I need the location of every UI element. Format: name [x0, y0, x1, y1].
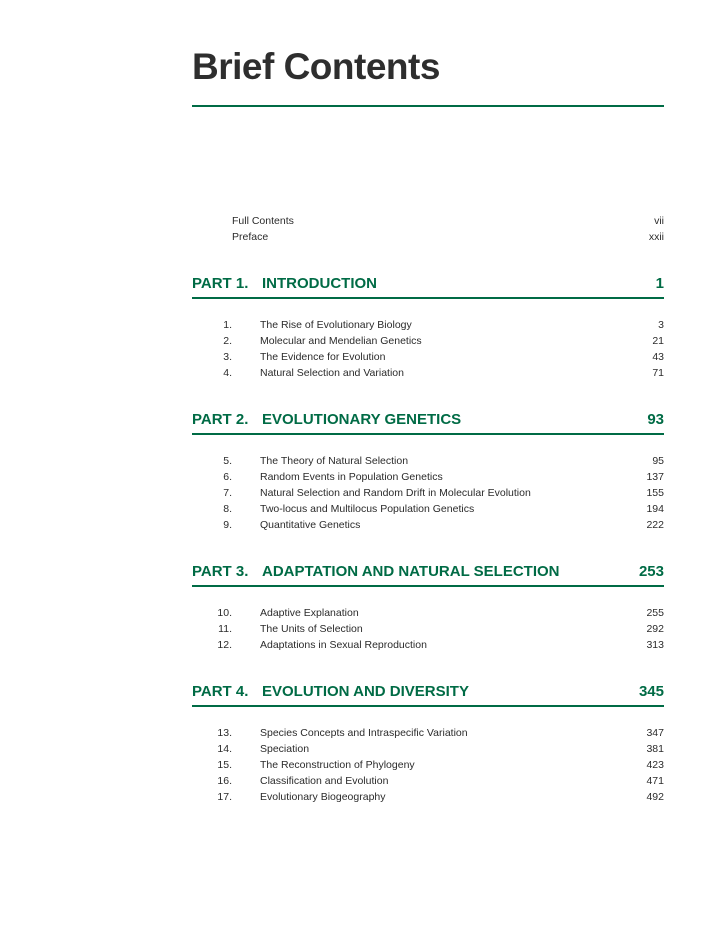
chapter-number: 4. — [223, 367, 232, 379]
chapter-title: Natural Selection and Variation — [260, 367, 404, 379]
part-rule — [192, 433, 664, 435]
chapter-title: Random Events in Population Genetics — [260, 471, 443, 483]
chapter-title: The Rise of Evolutionary Biology — [260, 319, 412, 331]
chapter-entry[interactable] — [223, 333, 664, 349]
chapter-number: 9. — [223, 519, 232, 531]
chapter-page: 313 — [646, 639, 664, 651]
chapter-title: The Units of Selection — [260, 623, 363, 635]
part-rule — [192, 297, 664, 299]
part-label: PART 1. — [192, 275, 249, 292]
chapter-number: 15. — [217, 759, 232, 771]
chapter-title: Species Concepts and Intraspecific Variation — [260, 727, 468, 739]
chapter-number: 14. — [217, 743, 232, 755]
page-title: Brief Contents — [192, 46, 440, 87]
chapter-entry[interactable] — [223, 317, 664, 333]
chapter-entry[interactable] — [223, 517, 664, 533]
front-matter-entry[interactable] — [232, 213, 664, 229]
part-rule — [192, 705, 664, 707]
part-title: INTRODUCTION — [262, 275, 377, 292]
chapter-list — [223, 317, 664, 381]
chapter-entry[interactable] — [217, 741, 664, 757]
chapter-page: 95 — [652, 455, 664, 467]
chapter-entry[interactable] — [217, 725, 664, 741]
part-page: 1 — [655, 275, 664, 292]
entry-page: xxii — [648, 231, 664, 243]
chapter-page: 21 — [652, 335, 664, 347]
chapter-title: Molecular and Mendelian Genetics — [260, 335, 422, 347]
chapter-title: Quantitative Genetics — [260, 519, 361, 531]
chapter-page: 71 — [652, 367, 664, 379]
chapter-page: 471 — [646, 775, 664, 787]
part-page: 253 — [638, 563, 664, 580]
entry-title: Preface — [232, 231, 269, 243]
chapter-entry[interactable] — [223, 349, 664, 365]
entry-page: vii — [654, 215, 664, 227]
chapter-page: 3 — [658, 319, 664, 331]
chapter-number: 10. — [217, 607, 232, 619]
chapter-title: The Reconstruction of Phylogeny — [260, 759, 415, 771]
chapter-entry[interactable] — [223, 485, 664, 501]
chapter-entry[interactable] — [223, 501, 664, 517]
part-label: PART 3. — [192, 563, 249, 580]
chapter-page: 492 — [646, 791, 664, 803]
chapter-page: 137 — [646, 471, 664, 483]
chapter-page: 222 — [646, 519, 664, 531]
part-title: EVOLUTIONARY GENETICS — [262, 411, 462, 428]
chapter-entry[interactable] — [217, 789, 664, 805]
part-rule — [192, 585, 664, 587]
part-heading[interactable] — [192, 563, 664, 585]
chapter-number: 5. — [223, 455, 232, 467]
chapter-title: Adaptive Explanation — [260, 607, 359, 619]
chapter-entry[interactable] — [218, 621, 664, 637]
chapter-entry[interactable] — [223, 365, 664, 381]
chapter-number: 7. — [223, 487, 232, 499]
chapter-entry[interactable] — [223, 469, 664, 485]
chapter-page: 347 — [646, 727, 664, 739]
front-matter-list — [232, 213, 664, 245]
chapter-list — [223, 453, 664, 533]
chapter-title: Evolutionary Biogeography — [260, 791, 386, 803]
chapter-number: 13. — [217, 727, 232, 739]
part-heading[interactable] — [192, 683, 664, 705]
front-matter-entry[interactable] — [232, 229, 664, 245]
chapter-entry[interactable] — [217, 757, 664, 773]
part-heading[interactable] — [192, 275, 664, 297]
chapter-page: 381 — [646, 743, 664, 755]
chapter-page: 292 — [646, 623, 664, 635]
chapter-list — [217, 725, 664, 805]
chapter-number: 17. — [217, 791, 232, 803]
chapter-list — [217, 605, 664, 653]
part-label: PART 4. — [192, 683, 249, 700]
chapter-number: 12. — [217, 639, 232, 651]
chapter-page: 155 — [646, 487, 664, 499]
chapter-number: 8. — [223, 503, 232, 515]
chapter-page: 194 — [646, 503, 664, 515]
chapter-number: 6. — [223, 471, 232, 483]
entry-title: Full Contents — [232, 215, 294, 227]
chapter-title: The Evidence for Evolution — [260, 351, 386, 363]
part-heading[interactable] — [192, 411, 664, 433]
part-title: EVOLUTION AND DIVERSITY — [262, 683, 469, 700]
chapter-title: Adaptations in Sexual Reproduction — [260, 639, 427, 651]
chapter-page: 423 — [646, 759, 664, 771]
part-page: 345 — [638, 683, 664, 700]
part-title: ADAPTATION AND NATURAL SELECTION — [262, 563, 560, 580]
chapter-title: Classification and Evolution — [260, 775, 389, 787]
chapter-number: 2. — [223, 335, 232, 347]
chapter-number: 11. — [218, 623, 232, 635]
chapter-entry[interactable] — [223, 453, 664, 469]
chapter-title: Two-locus and Multilocus Population Genetics — [260, 503, 475, 515]
part-page: 93 — [647, 411, 664, 428]
chapter-number: 3. — [223, 351, 232, 363]
part-label: PART 2. — [192, 411, 249, 428]
chapter-page: 255 — [646, 607, 664, 619]
chapter-number: 1. — [223, 319, 232, 331]
chapter-title: The Theory of Natural Selection — [260, 455, 409, 467]
chapter-entry[interactable] — [217, 605, 664, 621]
chapter-number: 16. — [217, 775, 232, 787]
title-rule — [192, 105, 664, 107]
chapter-title: Speciation — [260, 743, 310, 755]
chapter-entry[interactable] — [217, 773, 664, 789]
chapter-entry[interactable] — [217, 637, 664, 653]
chapter-title: Natural Selection and Random Drift in Molecular Evolution — [260, 487, 531, 499]
chapter-page: 43 — [652, 351, 664, 363]
